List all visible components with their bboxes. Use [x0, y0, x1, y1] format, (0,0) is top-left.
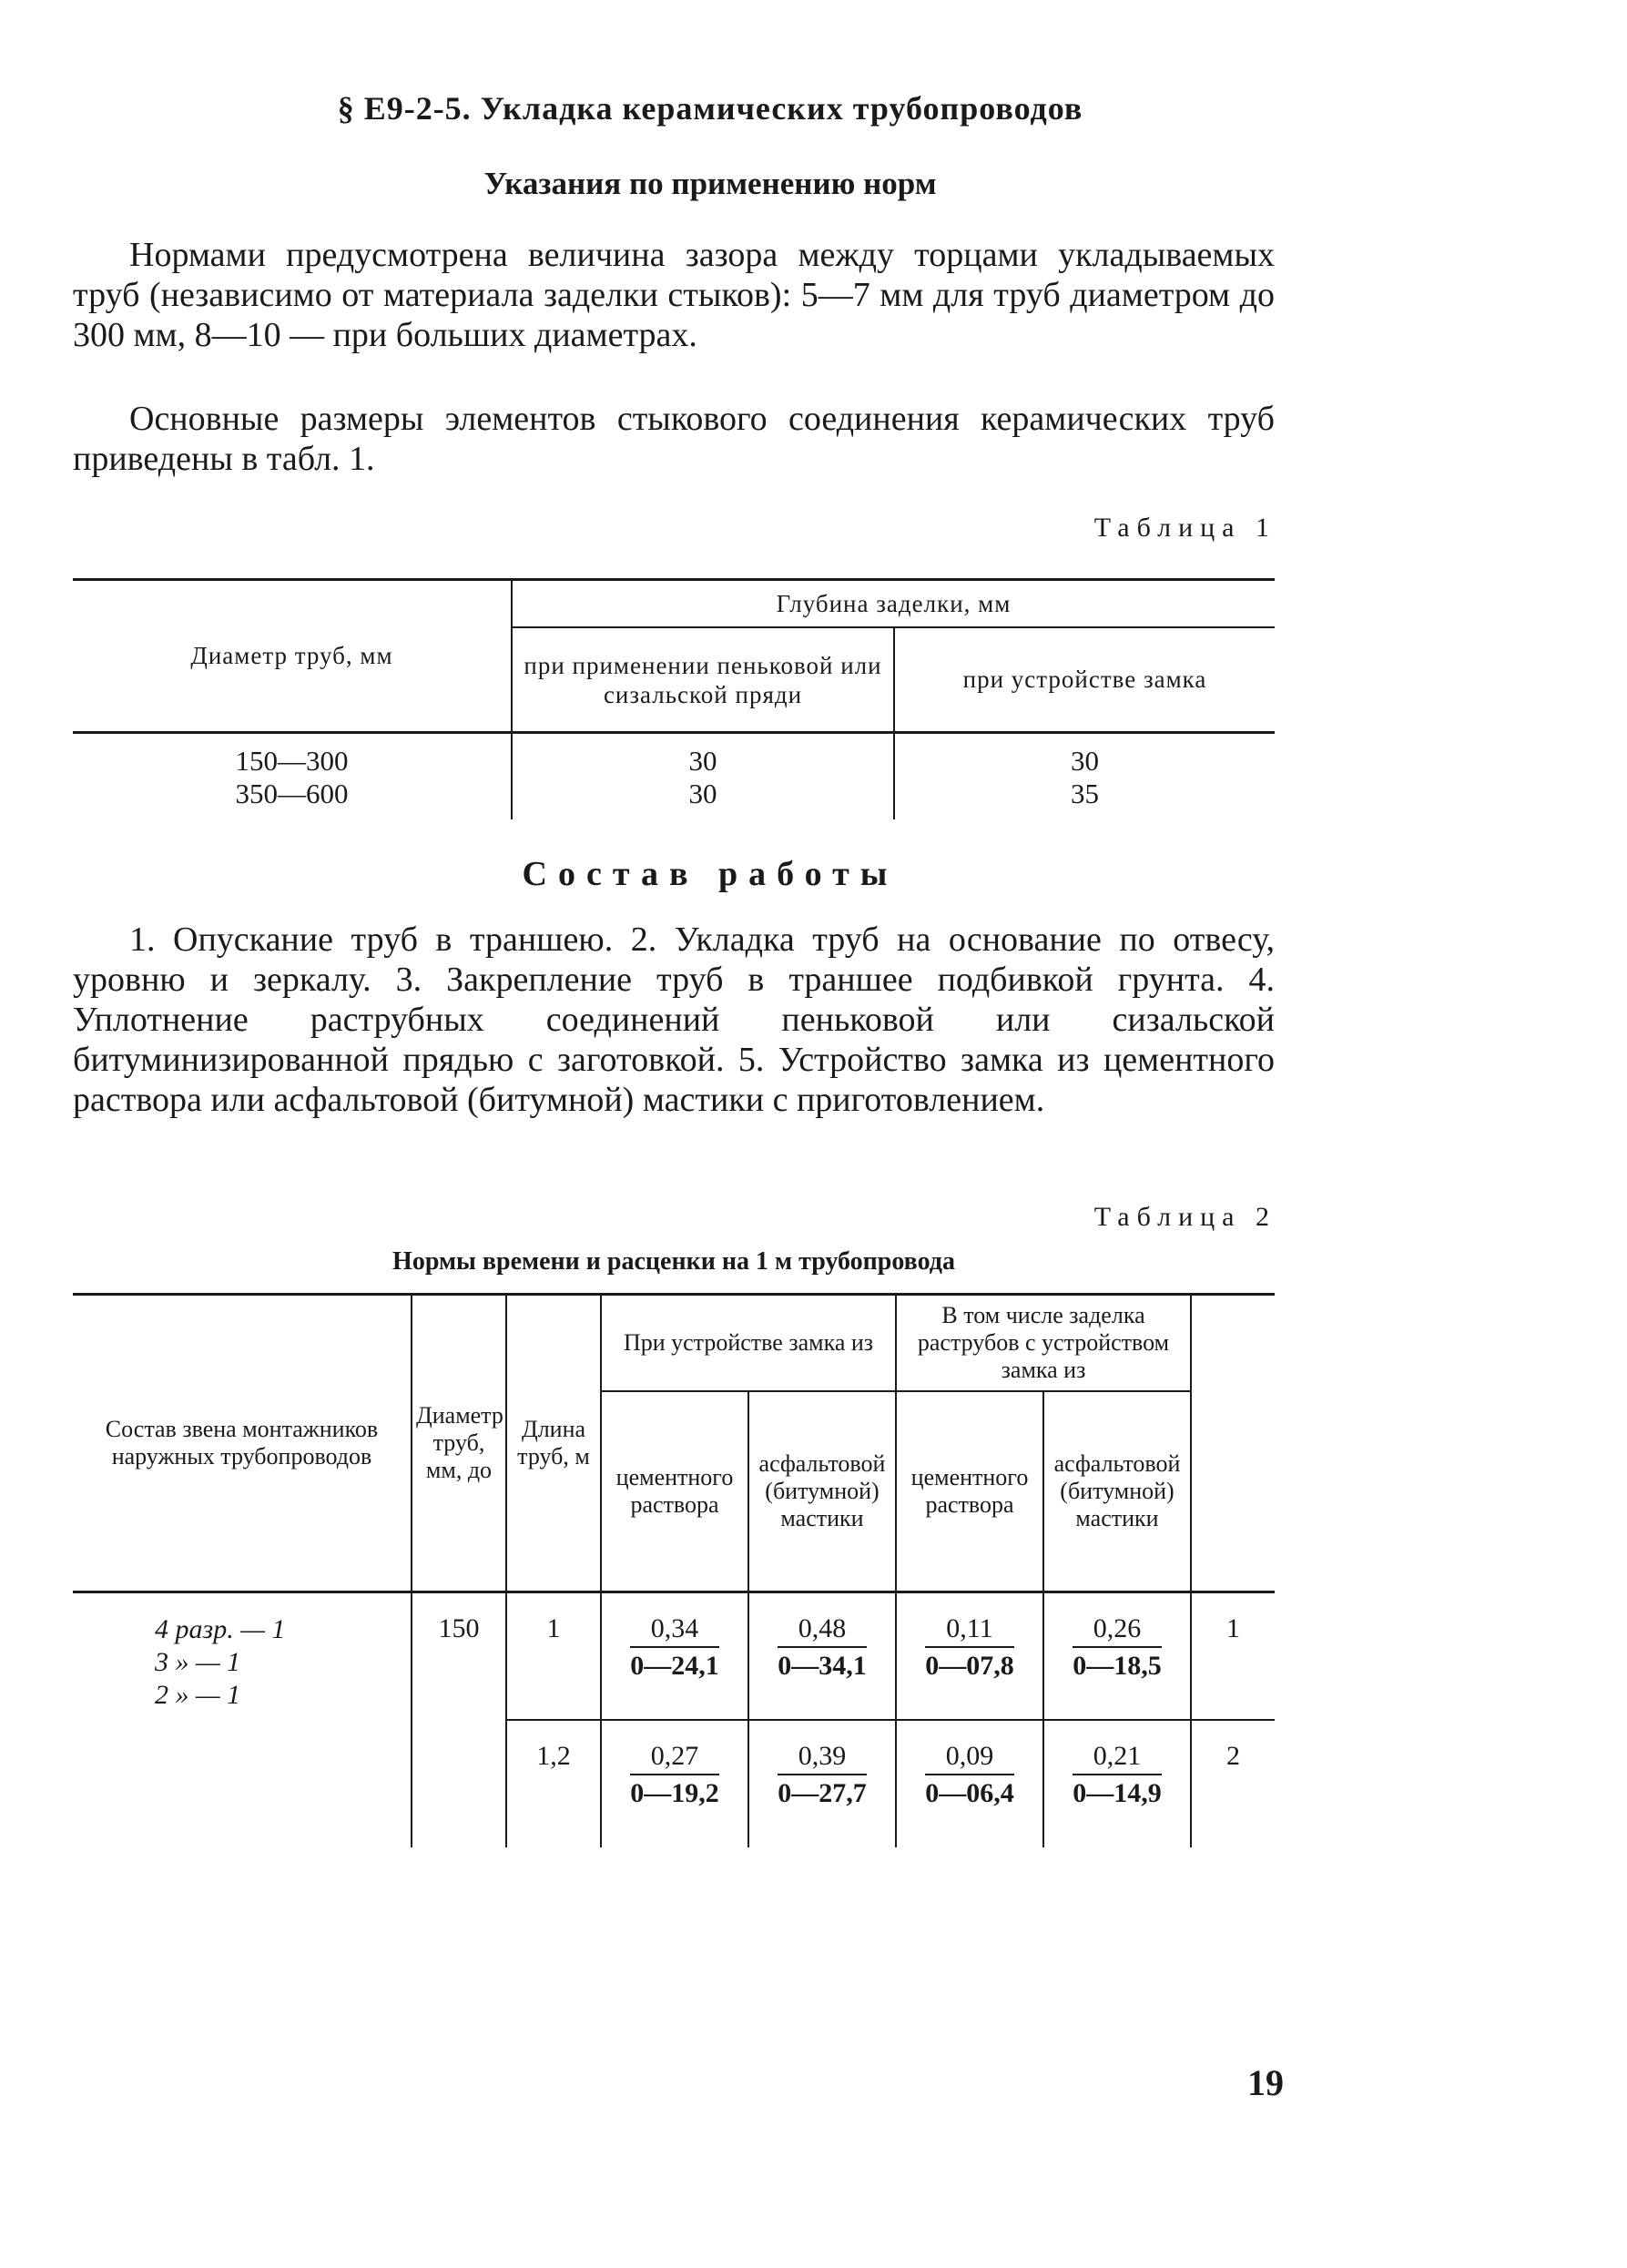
header-depth: Глубина заделки, мм [512, 580, 1275, 628]
price: 0—34,1 [778, 1651, 867, 1681]
table2-title: Нормы времени и расценки на 1 м трубопровода [392, 1247, 955, 1276]
header-lock-asphalt: асфальтовой (битумной) мастики [748, 1391, 896, 1592]
cell-length [506, 1592, 601, 1720]
cell-lock-depth: 35 [1071, 778, 1099, 809]
section-title: § Е9-2-5. Укладка керамических трубопроводов [337, 90, 1083, 127]
time-norm: 0,27 [630, 1741, 719, 1775]
header-row-number [1191, 1295, 1275, 1592]
cell-incl-cement [896, 1720, 1043, 1847]
table-time-norms [73, 1293, 1275, 1847]
price: 0—14,9 [1073, 1777, 1162, 1808]
row-number: 2 [1226, 1740, 1241, 1771]
header-diameter: Диаметр труб, мм, до [412, 1295, 506, 1592]
cell-lock-cement [601, 1592, 748, 1720]
time-norm: 0,34 [630, 1613, 719, 1648]
price: 0—07,8 [925, 1651, 1014, 1681]
price: 0—19,2 [630, 1777, 719, 1808]
price: 0—06,4 [925, 1777, 1014, 1808]
crew-line: 3 » — 1 [155, 1647, 241, 1677]
header-incl-cement: цементного раствора [896, 1391, 1043, 1592]
work-composition-heading: Состав работы [522, 855, 899, 893]
crew-line: 2 » — 1 [155, 1680, 241, 1710]
cell-lock-asphalt [748, 1720, 896, 1847]
price: 0—24,1 [630, 1651, 719, 1681]
crew-line: 4 разр. — 1 [155, 1614, 286, 1644]
usage-instructions-heading: Указания по применению норм [483, 166, 937, 201]
cell-incl-asphalt [1043, 1720, 1191, 1847]
header-length: Длина труб, м [506, 1295, 601, 1592]
cell-hemp-depth: 30 [512, 778, 894, 819]
time-norm: 0,09 [925, 1741, 1014, 1775]
price: 0—27,7 [778, 1777, 867, 1808]
cell-incl-cement [896, 1592, 1043, 1720]
cell-row-number [1191, 1592, 1275, 1720]
header-lock: при устройстве замка [894, 627, 1275, 733]
table2-label: Таблица 2 [1093, 1202, 1276, 1232]
row-number: 1 [1226, 1613, 1241, 1643]
time-norm: 0,11 [925, 1613, 1014, 1648]
page-number: 19 [1247, 2062, 1284, 2103]
cell-hemp-depth: 30 [512, 733, 894, 778]
header-lock-cement: цементного раствора [601, 1391, 748, 1592]
header-hemp: при применении пеньковой или сизальской пряди [512, 627, 894, 733]
length-value: 1,2 [536, 1740, 571, 1771]
cell-lock-depth: 30 [1071, 745, 1099, 777]
table-sealing-depth [73, 578, 1275, 819]
cell-length [506, 1720, 601, 1847]
time-norm: 0,39 [778, 1741, 867, 1775]
header-crew: Состав звена монтажников наружных трубопроводов [73, 1295, 412, 1592]
cell-incl-asphalt [1043, 1592, 1191, 1720]
cell-diameter [412, 1592, 506, 1847]
header-lock: При устройстве замка из [601, 1295, 896, 1392]
cell-diameter: 150—300 [73, 733, 512, 778]
header-diameter: Диаметр труб, мм [73, 580, 512, 733]
cell-lock-asphalt [748, 1592, 896, 1720]
length-value: 1 [546, 1613, 561, 1643]
table-row [73, 733, 1275, 778]
time-norm: 0,21 [1073, 1741, 1162, 1775]
paragraph-gap-norms: Нормами предусмотрена величина зазора между торцами укладываемых труб (независимо от материала заделки стыков): 5—7 мм для труб диаметром до 300 мм, 8—10 — при больших диаметрах. [73, 236, 1275, 354]
cell-lock-cement [601, 1720, 748, 1847]
header-including: В том числе заделка раструбов с устройством замка из [896, 1295, 1191, 1392]
table-row [73, 1592, 1275, 1720]
price: 0—18,5 [1073, 1651, 1162, 1681]
table1-label: Таблица 1 [1093, 513, 1276, 543]
header-incl-asphalt: асфальтовой (битумной) мастики [1043, 1391, 1191, 1592]
table-row [73, 778, 1275, 819]
time-norm: 0,26 [1073, 1613, 1162, 1648]
time-norm: 0,48 [778, 1613, 867, 1648]
cell-row-number [1191, 1720, 1275, 1847]
cell-crew [73, 1592, 412, 1847]
paragraph-work-steps: 1. Опускание труб в траншею. 2. Укладка труб на основание по отвесу, уровню и зеркалу. 3. Закрепление труб в траншее подбивкой грунта. 4. Уплотнение раструбных соединений пеньковой или сизальской битуминизированной прядью с заготовкой. 5. Устройство замка из цементного раствора или асфальтовой (битумной) мастики с приготовлением. [73, 920, 1275, 1119]
cell-diameter: 350—600 [73, 778, 512, 819]
paragraph-joint-dimensions: Основные размеры элементов стыкового соединения керамических труб приведены в табл. 1. [73, 400, 1275, 478]
diameter-value: 150 [438, 1613, 480, 1643]
